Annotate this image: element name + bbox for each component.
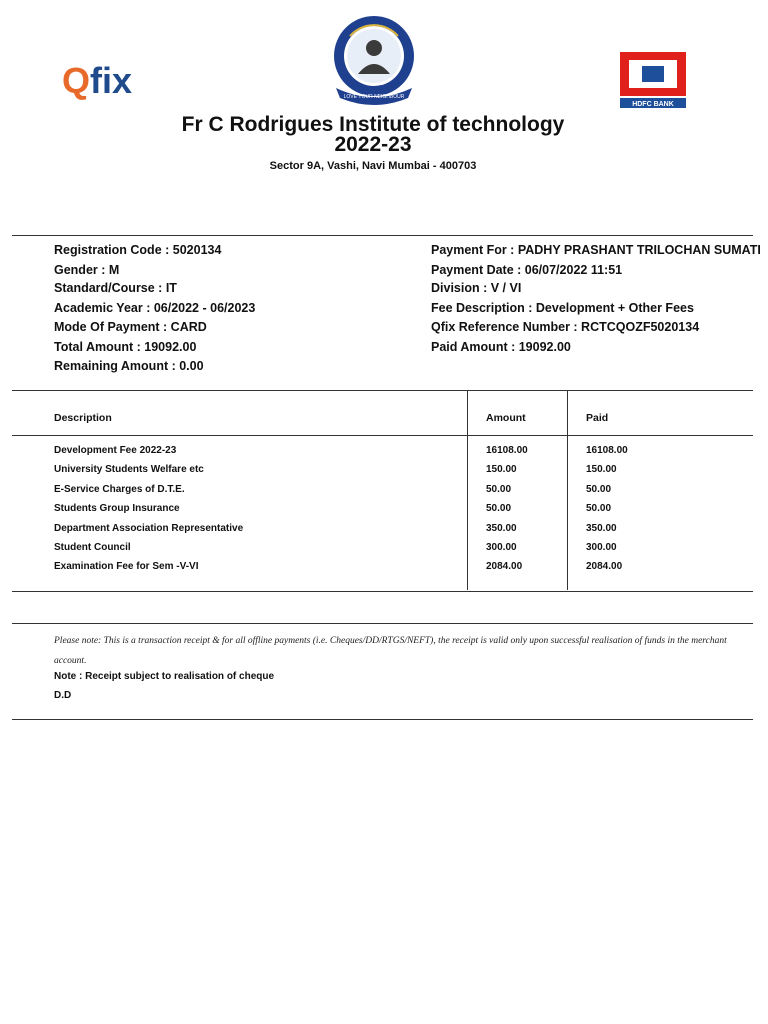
mode-of-payment: Mode Of Payment : CARD [54,320,207,334]
institution-address: Sector 9A, Vashi, Navi Mumbai - 400703 [269,160,477,172]
standard-course: Standard/Course : IT [54,281,177,295]
gender: Gender : M [54,263,120,277]
remaining-amount: Remaining Amount : 0.00 [54,359,204,373]
crest-ribbon-text: LOVE YOUR NEIGHBOUR [343,94,405,100]
column-header-amount: Amount [486,412,526,424]
fee-row-amount: 50.00 [486,503,512,514]
fee-row-paid: 300.00 [586,542,617,553]
fee-row-paid: 16108.00 [586,445,628,456]
institution-name: Fr C Rodrigues Institute of technology [181,113,565,136]
divider [12,235,753,236]
fee-row-paid: 50.00 [586,484,612,495]
fee-row-description: Students Group Insurance [54,503,180,514]
division: Division : V / VI [431,281,522,295]
divider [12,623,753,624]
column-header-paid: Paid [586,412,609,424]
fee-row-description: E-Service Charges of D.T.E. [54,484,185,495]
paid-amount: Paid Amount : 19092.00 [431,340,571,354]
fee-row-paid: 150.00 [586,464,617,475]
qfix-logo-q: Q [62,60,91,101]
fee-row-paid: 2084.00 [586,561,623,572]
hdfc-bank-logo [620,52,686,108]
offline-payment-note: Please note: This is a transaction receipt & for all offline payments (i.e. Cheques/DD/RTGS/NEFT), the receipt is valid only upon successful realisation of funds in the merchant account. [54,636,727,666]
fee-row-description: Department Association Representative [54,523,244,534]
fee-row-description: Examination Fee for Sem -V-VI [54,561,199,572]
hdfc-logo-text: HDFC BANK [632,101,674,108]
payment-for: Payment For : PADHY PRASHANT TRILOCHAN SUMATI [431,243,761,257]
qfix-logo [62,60,142,100]
payment-date: Payment Date : 06/07/2022 11:51 [431,263,623,277]
academic-year-title: 2022-23 [334,133,412,156]
column-divider [567,390,568,590]
fee-row-description: Development Fee 2022-23 [54,445,177,456]
column-divider [467,390,468,590]
institute-crest-logo [328,14,420,108]
fee-row-description: Student Council [54,542,131,553]
fee-row-amount: 150.00 [486,464,517,475]
cheque-note: Note : Receipt subject to realisation of cheque [54,671,275,682]
registration-code: Registration Code : 5020134 [54,243,222,257]
fee-row-paid: 50.00 [586,503,612,514]
fee-row-amount: 50.00 [486,484,512,495]
fee-row-description: University Students Welfare etc [54,464,204,475]
total-amount: Total Amount : 19092.00 [54,340,197,354]
payment-mode-note: D.D [54,690,72,701]
fee-row-amount: 300.00 [486,542,517,553]
qfix-reference-number: Qfix Reference Number : RCTCQOZF5020134 [431,320,700,334]
table-header-divider [12,435,753,436]
fee-row-amount: 2084.00 [486,561,523,572]
divider [12,719,753,720]
fee-description: Fee Description : Development + Other Fees [431,301,694,315]
fee-row-amount: 350.00 [486,523,517,534]
fee-row-amount: 16108.00 [486,445,528,456]
column-header-description: Description [54,412,112,424]
academic-year: Academic Year : 06/2022 - 06/2023 [54,301,256,315]
fee-row-paid: 350.00 [586,523,617,534]
qfix-logo-fix: fix [90,60,133,101]
